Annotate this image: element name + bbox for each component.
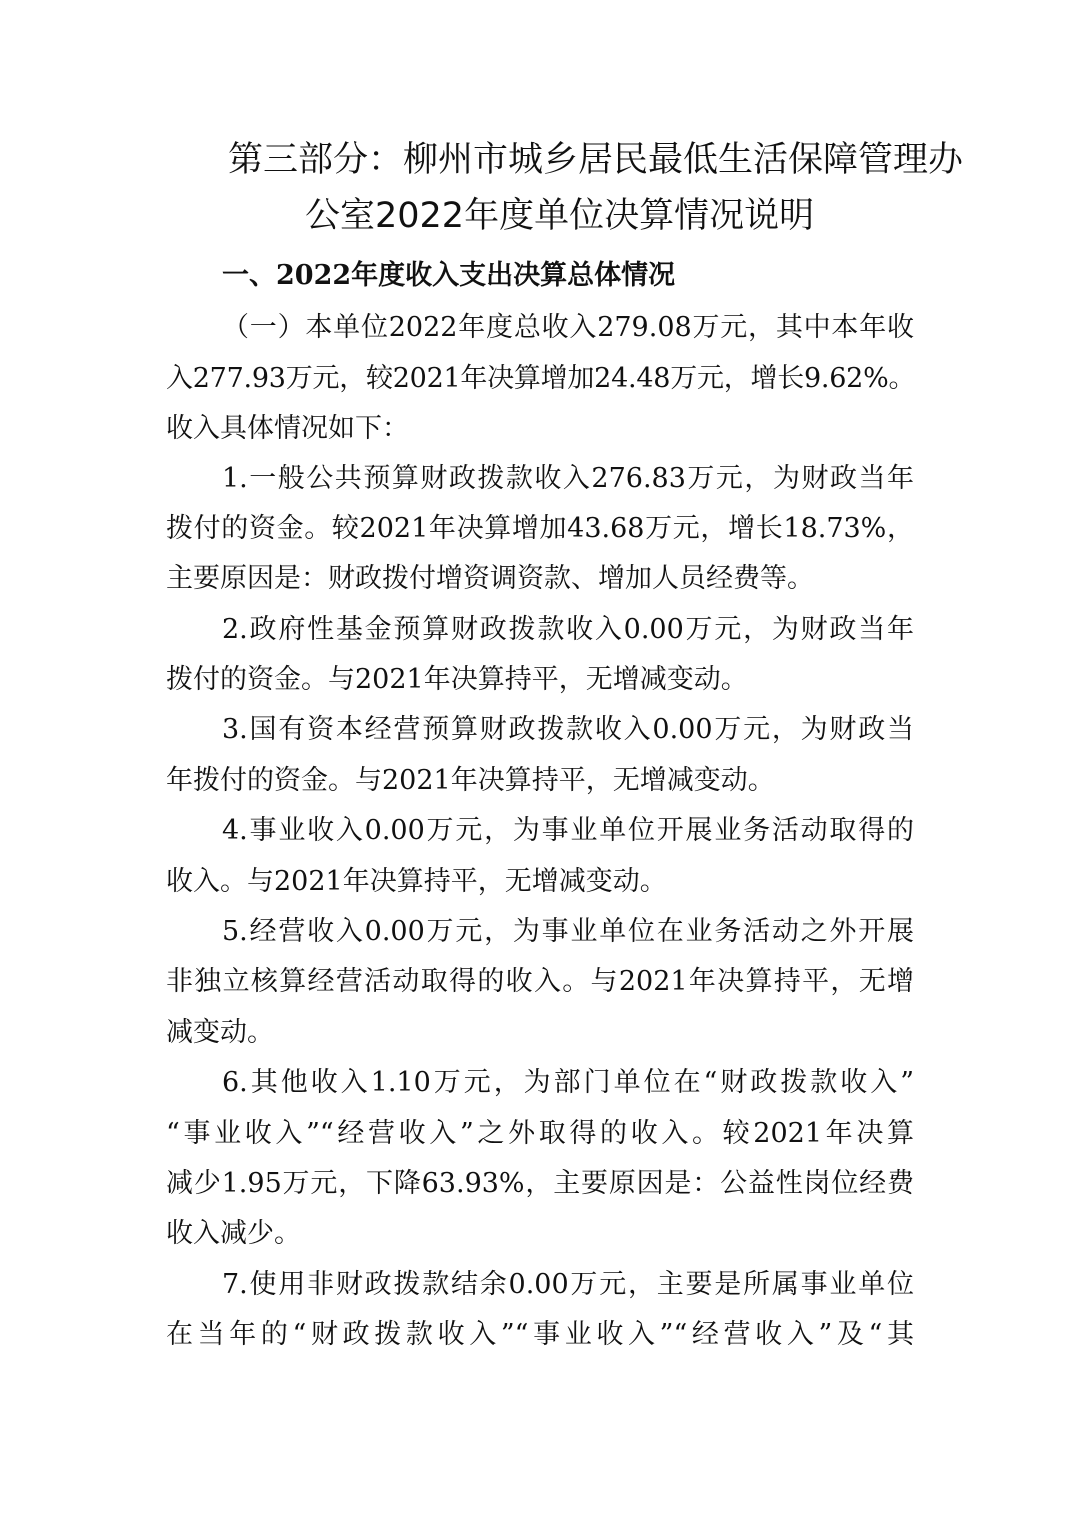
paragraph-line: 入277.93万元，较2021年决算增加24.48万元，增长9.62%。 [166, 363, 916, 394]
paragraph-line: 拨付的资金。与2021年决算持平，无增减变动。 [166, 664, 748, 695]
section-heading: 一、2022年度收入支出决算总体情况 [222, 260, 676, 291]
paragraph-line: 6.其他收入1.10万元，为部门单位在“财政拨款收入” [222, 1067, 914, 1098]
paragraph-line: 5.经营收入0.00万元，为事业单位在业务活动之外开展 [222, 916, 914, 947]
paragraph-line: 减变动。 [166, 1017, 274, 1048]
document-title-line-1: 第三部分：柳州市城乡居民最低生活保障管理办 [228, 140, 964, 180]
paragraph-line: 减少1.95万元，下降63.93%，主要原因是：公益性岗位经费 [166, 1168, 914, 1199]
paragraph-line: 2.政府性基金预算财政拨款收入0.00万元，为财政当年 [222, 614, 914, 645]
paragraph-line: 4.事业收入0.00万元，为事业单位开展业务活动取得的 [222, 815, 914, 846]
paragraph-line: 收入减少。 [166, 1218, 301, 1249]
paragraph-line: 非独立核算经营活动取得的收入。与2021年决算持平，无增 [166, 966, 914, 997]
paragraph-line: 年拨付的资金。与2021年决算持平，无增减变动。 [166, 765, 775, 796]
paragraph-line: 在当年的“财政拨款收入”“事业收入”“经营收入”及“其 [166, 1319, 914, 1350]
paragraph-line: 1.一般公共预算财政拨款收入276.83万元，为财政当年 [222, 463, 914, 494]
paragraph-line: 收入。与2021年决算持平，无增减变动。 [166, 866, 667, 897]
document-title-line-2: 公室2022年度单位决算情况说明 [305, 196, 815, 236]
paragraph-line: 拨付的资金。较2021年决算增加43.68万元，增长18.73%， [166, 513, 914, 544]
paragraph-line: 收入具体情况如下： [166, 413, 409, 444]
paragraph-line: （一）本单位2022年度总收入279.08万元，其中本年收 [222, 312, 914, 343]
paragraph-line: “事业收入”“经营收入”之外取得的收入。较2021年决算 [166, 1118, 914, 1149]
paragraph-line: 3.国有资本经营预算财政拨款收入0.00万元，为财政当 [222, 714, 914, 745]
paragraph-line: 主要原因是：财政拨付增资调资款、增加人员经费等。 [166, 563, 814, 594]
paragraph-line: 7.使用非财政拨款结余0.00万元，主要是所属事业单位 [222, 1269, 914, 1300]
